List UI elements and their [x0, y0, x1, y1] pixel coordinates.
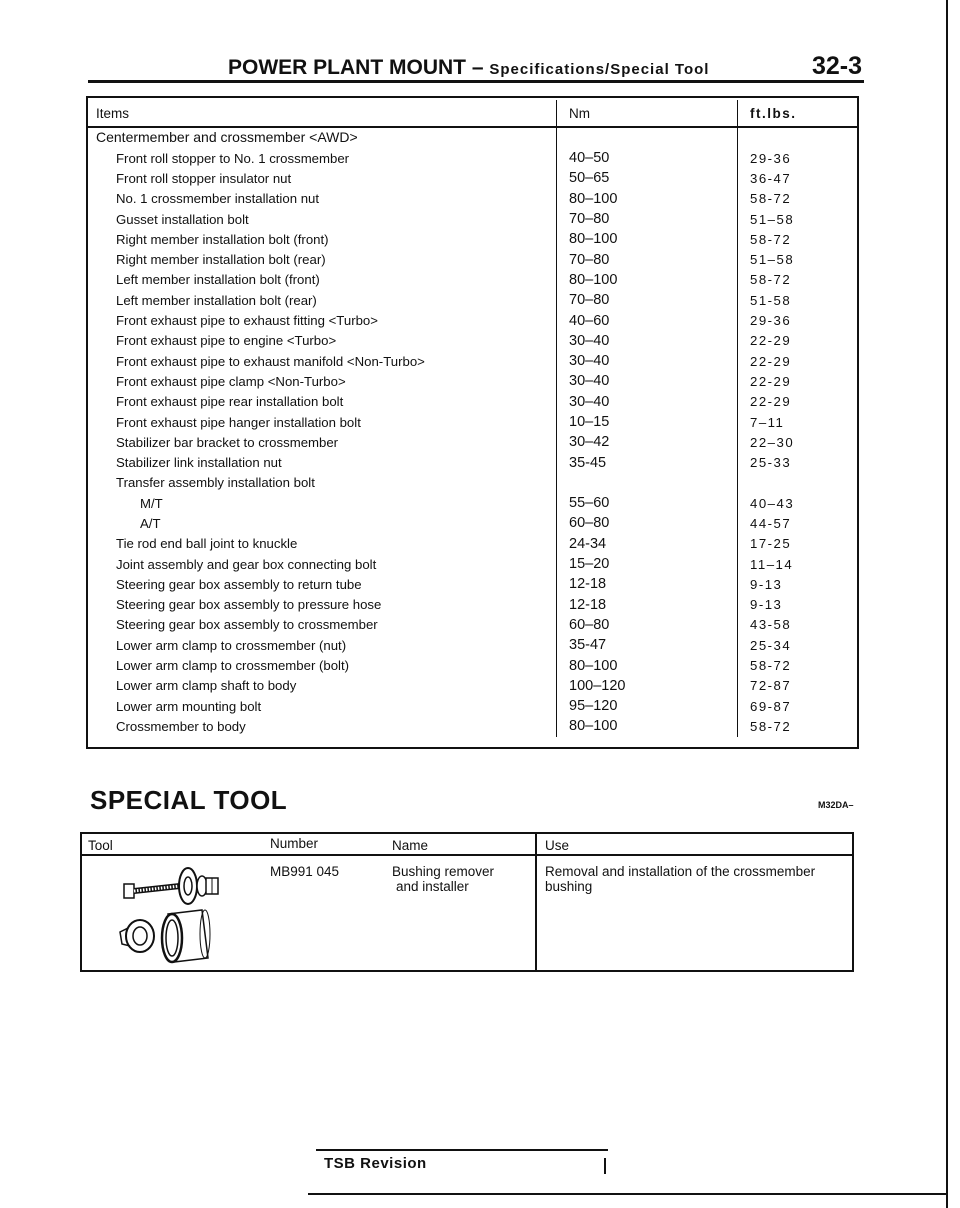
spec-row [88, 635, 858, 655]
spec-item: Front exhaust pipe clamp <Non-Turbo> [88, 371, 557, 391]
spec-nm: 80–100 [557, 189, 738, 209]
spec-nm: 70–80 [557, 290, 738, 310]
spec-item: Lower arm clamp to crossmember (bolt) [88, 655, 557, 675]
spec-nm: 40–60 [557, 310, 738, 330]
spec-item: Crossmember to body [88, 716, 557, 736]
spec-item: A/T [88, 513, 557, 533]
spec-row [88, 493, 858, 513]
tool-use-line2: bushing [545, 879, 593, 894]
spec-row [88, 595, 858, 615]
spec-item: Stabilizer link installation nut [88, 452, 557, 472]
spec-nm: 50–65 [557, 168, 738, 188]
page-number: 32-3 [812, 52, 863, 80]
spec-item: Lower arm clamp shaft to body [88, 676, 557, 696]
footer-tsb-revision: TSB Revision [324, 1155, 427, 1172]
spec-item: Front exhaust pipe to engine <Turbo> [88, 331, 557, 351]
spec-item: Transfer assembly installation bolt [88, 473, 557, 493]
spec-item: Gusset installation bolt [88, 209, 557, 229]
spec-ftlbs: 22–30 [750, 434, 795, 450]
spec-ftlbs: 36-47 [750, 170, 792, 186]
header-rule [88, 80, 864, 83]
spec-ftlbs: 58-72 [750, 191, 792, 207]
spec-ftlbs: 44-57 [750, 515, 792, 531]
spec-ftlbs: 29-36 [750, 150, 792, 166]
spec-nm [557, 126, 738, 148]
title-sub: Specifications/Special Tool [489, 61, 710, 78]
spec-table-top-border [86, 96, 859, 98]
tool-header-tool: Tool [88, 838, 113, 853]
spec-nm: 100–120 [557, 676, 738, 696]
spec-nm: 30–40 [557, 392, 738, 412]
spec-ftlbs: 22-29 [750, 353, 792, 369]
spec-row [88, 392, 858, 412]
section-code: M32DA– [818, 800, 854, 810]
tool-header-name: Name [392, 838, 429, 853]
spec-ftlbs: 69-87 [750, 698, 792, 714]
spec-table-bottom-border [86, 747, 859, 749]
spec-item: Centermember and crossmember <AWD> [88, 126, 557, 148]
spec-nm: 30–40 [557, 351, 738, 371]
tool-use-line1: Removal and installation of the crossmember [545, 864, 816, 879]
tool-header-rule [82, 854, 852, 856]
spec-row [88, 189, 858, 209]
spec-row [88, 290, 858, 310]
spec-ftlbs: 9-13 [750, 576, 783, 592]
right-margin-line [946, 0, 948, 1208]
tool-illustration [110, 864, 250, 964]
spec-item: No. 1 crossmember installation nut [88, 189, 557, 209]
spec-item: M/T [88, 493, 557, 513]
spec-nm: 70–80 [557, 209, 738, 229]
spec-item: Steering gear box assembly to pressure hose [88, 595, 557, 615]
spec-ftlbs: 58-72 [750, 272, 792, 288]
spec-nm: 80–100 [557, 229, 738, 249]
spec-item: Left member installation bolt (rear) [88, 290, 557, 310]
spec-row [88, 148, 858, 168]
spec-ftlbs [738, 126, 859, 148]
spec-row [88, 310, 858, 330]
spec-nm [557, 473, 738, 493]
spec-nm: 35-45 [557, 452, 738, 472]
spec-row [88, 696, 858, 716]
spec-item: Lower arm mounting bolt [88, 696, 557, 716]
tool-number: MB991 045 [270, 864, 340, 879]
spec-row [88, 554, 858, 574]
spec-ftlbs [738, 473, 859, 493]
special-tool-table [80, 832, 854, 972]
spec-row [88, 655, 858, 675]
spec-row [88, 513, 858, 533]
spec-nm: 35-47 [557, 635, 738, 655]
spec-ftlbs: 29-36 [750, 313, 792, 329]
spec-row [88, 473, 858, 493]
spec-row [88, 229, 858, 249]
title-main: POWER PLANT MOUNT – [228, 56, 490, 79]
footer-mark [604, 1158, 606, 1174]
spec-item: Lower arm clamp to crossmember (nut) [88, 635, 557, 655]
specifications-table [88, 100, 858, 737]
header-items: Items [88, 100, 557, 126]
footer-top-rule [316, 1149, 608, 1151]
tool-header-use: Use [545, 838, 570, 853]
spec-row [88, 412, 858, 432]
spec-row [88, 432, 858, 452]
spec-nm: 80–100 [557, 716, 738, 736]
spec-ftlbs: 11–14 [750, 556, 794, 572]
spec-nm: 55–60 [557, 493, 738, 513]
spec-nm: 30–40 [557, 331, 738, 351]
spec-ftlbs: 22-29 [750, 373, 792, 389]
spec-ftlbs: 25-33 [750, 455, 792, 471]
tool-name-line2: and installer [396, 879, 469, 894]
spec-row [88, 209, 858, 229]
spec-row [88, 249, 858, 269]
spec-nm: 10–15 [557, 412, 738, 432]
spec-item: Steering gear box assembly to return tube [88, 574, 557, 594]
spec-item: Front exhaust pipe hanger installation bolt [88, 412, 557, 432]
spec-ftlbs: 22-29 [750, 394, 792, 410]
tool-name-line1: Bushing remover [392, 864, 495, 879]
spec-nm: 12-18 [557, 595, 738, 615]
tool-name [392, 864, 494, 894]
header-ftlbs: ft.lbs. [750, 105, 797, 121]
spec-row [88, 371, 858, 391]
spec-item: Front roll stopper to No. 1 crossmember [88, 148, 557, 168]
spec-nm: 60–80 [557, 615, 738, 635]
spec-item: Stabilizer bar bracket to crossmember [88, 432, 557, 452]
spec-ftlbs: 51-58 [750, 292, 792, 308]
spec-ftlbs: 51–58 [750, 211, 795, 227]
spec-item: Right member installation bolt (front) [88, 229, 557, 249]
spec-ftlbs: 72-87 [750, 678, 792, 694]
spec-row [88, 534, 858, 554]
spec-nm: 70–80 [557, 249, 738, 269]
special-tool-heading: SPECIAL TOOL [90, 785, 288, 815]
spec-ftlbs: 58-72 [750, 718, 792, 734]
spec-nm: 15–20 [557, 554, 738, 574]
spec-row [88, 676, 858, 696]
tool-use-divider [535, 834, 537, 970]
spec-row [88, 452, 858, 472]
spec-nm: 60–80 [557, 513, 738, 533]
spec-nm: 80–100 [557, 655, 738, 675]
spec-row [88, 168, 858, 188]
spec-table-header-row [88, 100, 858, 126]
spec-row [88, 331, 858, 351]
spec-ftlbs: 7–11 [750, 414, 785, 430]
spec-nm: 30–40 [557, 371, 738, 391]
footer-bottom-rule [308, 1193, 948, 1195]
spec-ftlbs: 58-72 [750, 658, 792, 674]
spec-item: Tie rod end ball joint to knuckle [88, 534, 557, 554]
spec-item: Front roll stopper insulator nut [88, 168, 557, 188]
bushing-remover-installer-icon [110, 864, 250, 964]
spec-item: Front exhaust pipe rear installation bolt [88, 392, 557, 412]
spec-ftlbs: 9-13 [750, 597, 783, 613]
spec-item: Right member installation bolt (rear) [88, 249, 557, 269]
spec-item: Joint assembly and gear box connecting bolt [88, 554, 557, 574]
header-nm: Nm [557, 100, 738, 126]
spec-ftlbs: 25-34 [750, 637, 792, 653]
spec-row [88, 351, 858, 371]
tool-header-number: Number [270, 836, 319, 851]
spec-row [88, 615, 858, 635]
spec-nm: 95–120 [557, 696, 738, 716]
spec-item: Front exhaust pipe to exhaust fitting <Turbo> [88, 310, 557, 330]
spec-nm: 24-34 [557, 534, 738, 554]
spec-ftlbs: 17-25 [750, 536, 792, 552]
page-title [228, 56, 709, 80]
spec-ftlbs: 22-29 [750, 333, 792, 349]
spec-row [88, 126, 858, 148]
spec-nm: 30–42 [557, 432, 738, 452]
spec-item: Steering gear box assembly to crossmember [88, 615, 557, 635]
spec-ftlbs: 43-58 [750, 617, 792, 633]
spec-item: Front exhaust pipe to exhaust manifold <Non-Turbo> [88, 351, 557, 371]
spec-ftlbs: 51–58 [750, 252, 795, 268]
spec-row [88, 574, 858, 594]
spec-nm: 80–100 [557, 270, 738, 290]
spec-ftlbs: 58-72 [750, 231, 792, 247]
tool-use [545, 864, 815, 894]
spec-ftlbs: 40–43 [750, 495, 795, 511]
spec-nm: 40–50 [557, 148, 738, 168]
spec-row [88, 716, 858, 736]
spec-row [88, 270, 858, 290]
spec-nm: 12-18 [557, 574, 738, 594]
spec-item: Left member installation bolt (front) [88, 270, 557, 290]
